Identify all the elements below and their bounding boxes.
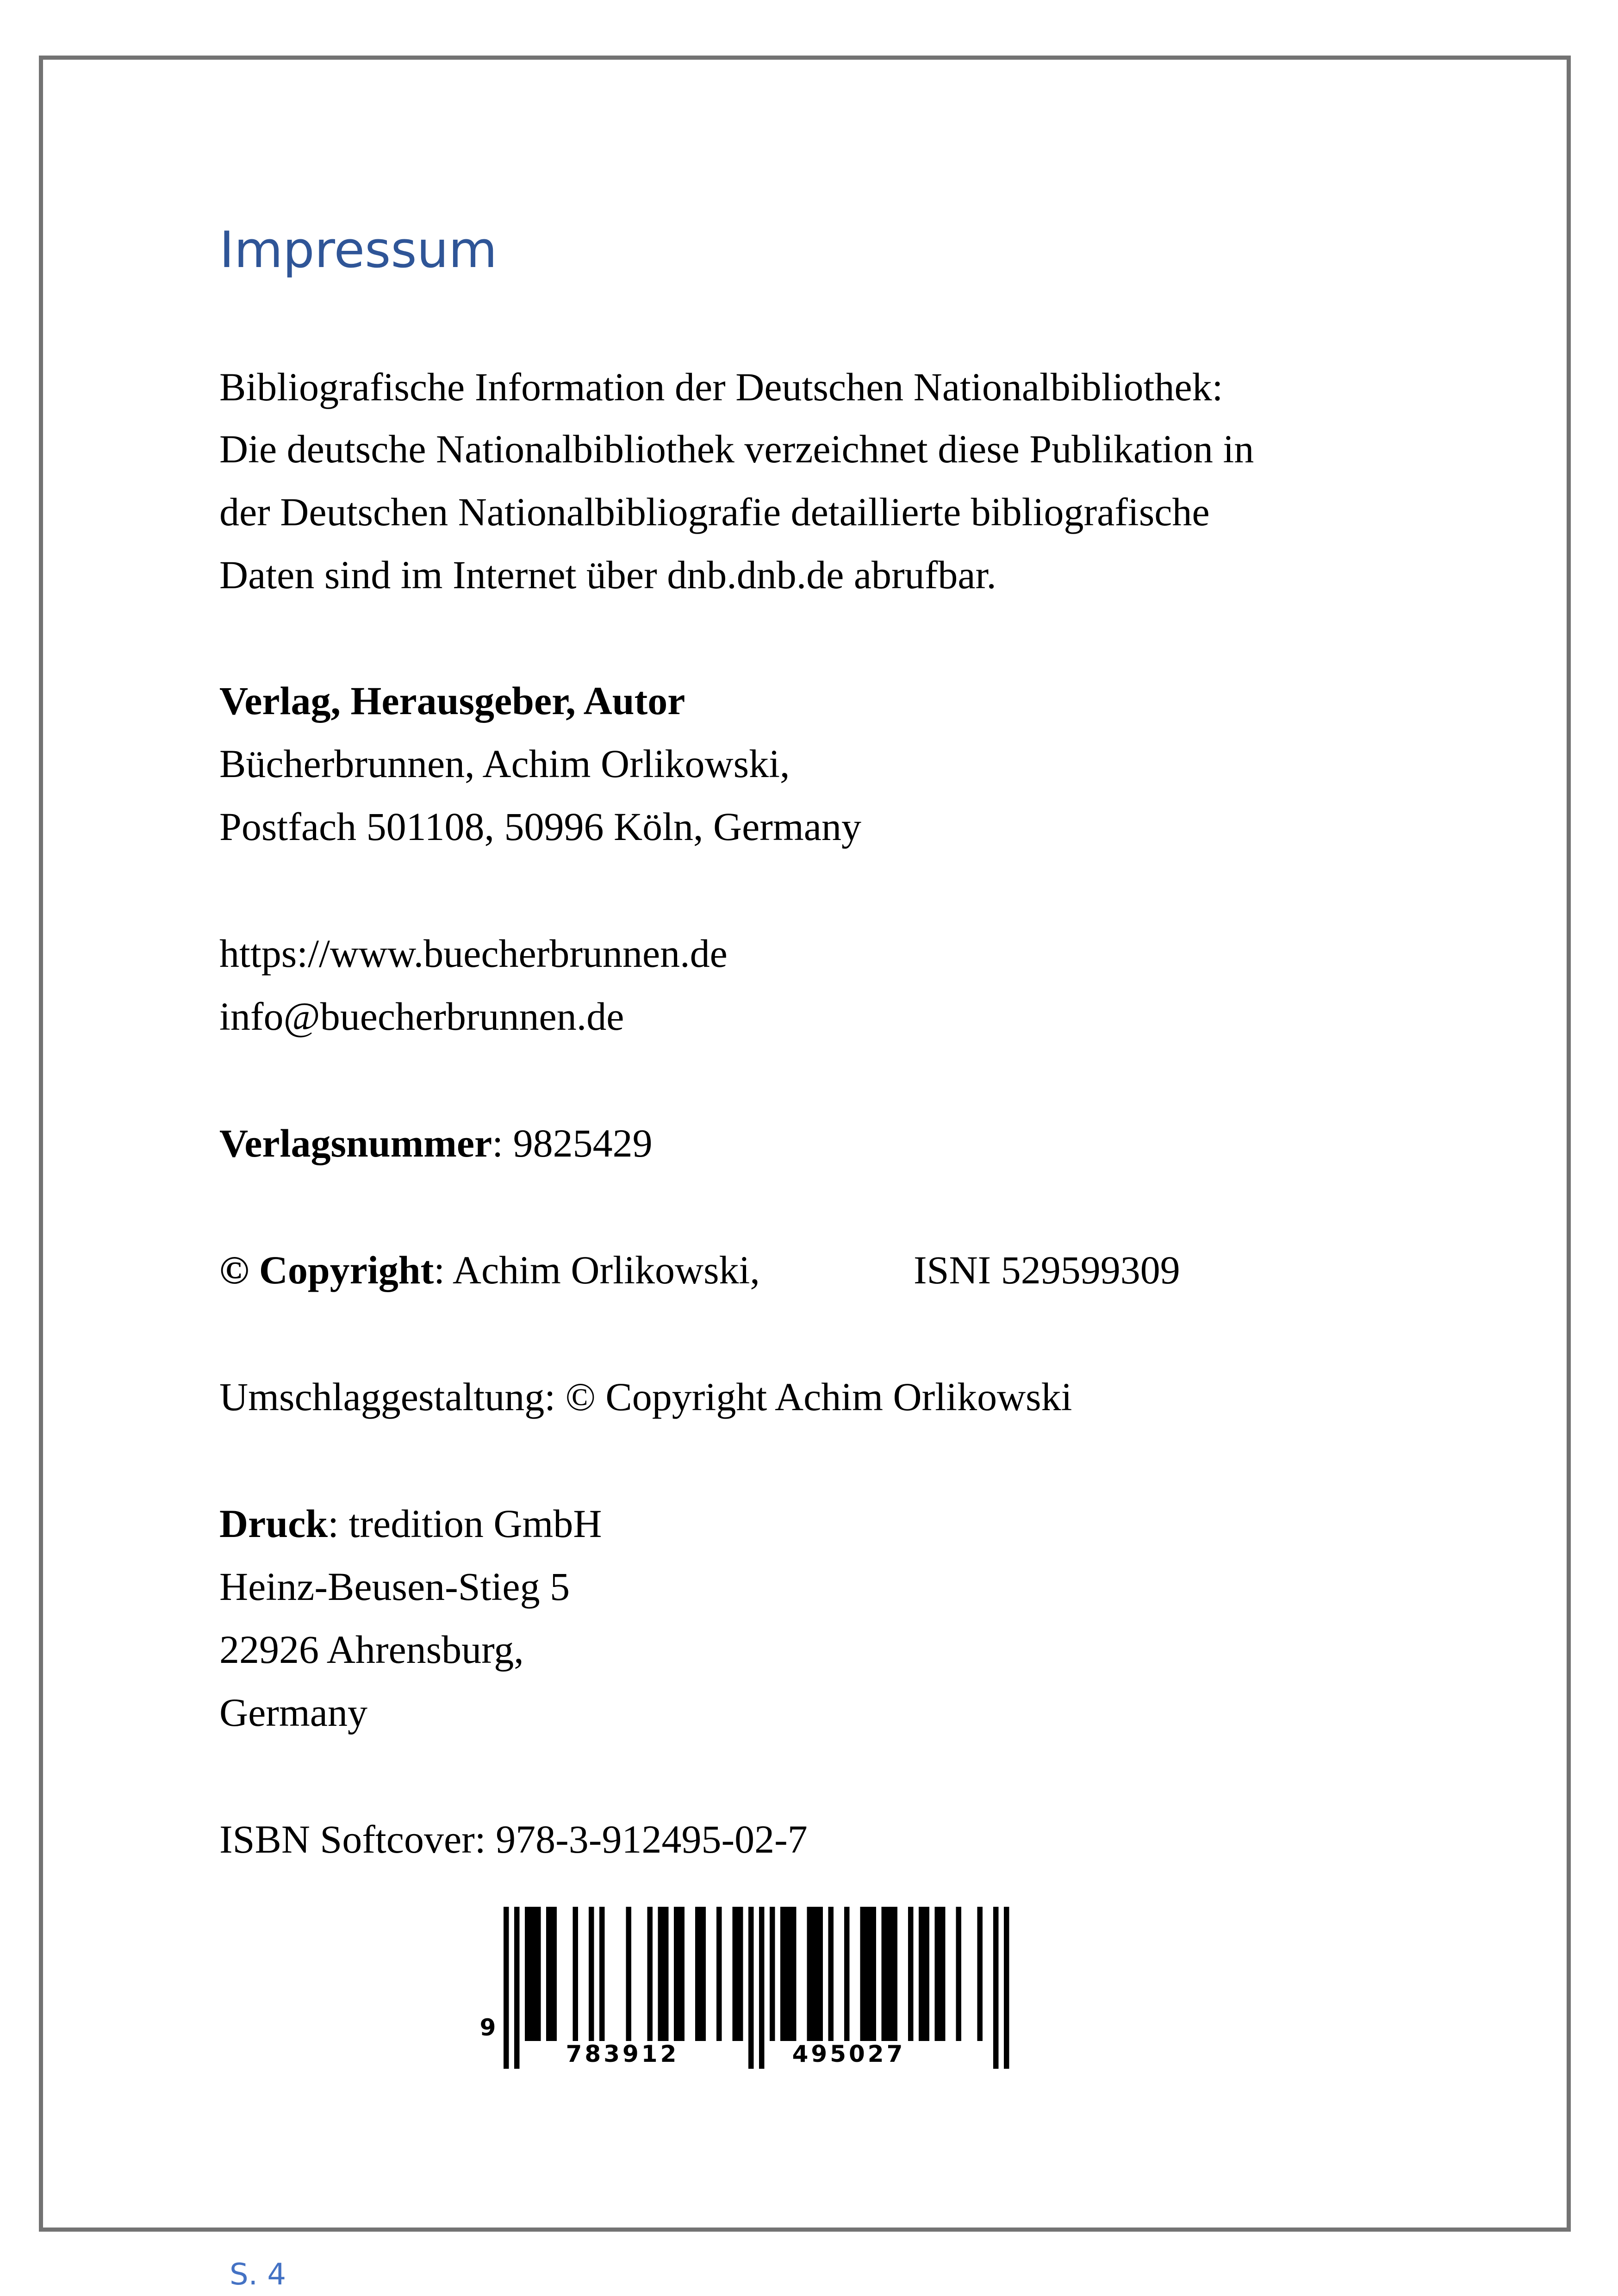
barcode-bar <box>599 1907 605 2041</box>
isni-number: ISNI 529599309 <box>914 1248 1180 1292</box>
page-title: Impressum <box>219 221 498 279</box>
cover-design-line: Umschlaggestaltung: © Copyright Achim Orlikowski <box>219 1375 1072 1419</box>
copyright-value: : Achim Orlikowski, <box>434 1248 760 1292</box>
barcode-left-digits: 783912 <box>566 2041 679 2067</box>
bib-info-line-1: Bibliografische Information der Deutschen Nationalbibliothek: <box>219 365 1223 409</box>
barcode-bar <box>887 1907 892 2041</box>
druck-address-line-2: 22926 Ahrensburg, <box>219 1627 524 1672</box>
barcode-bar <box>525 1907 530 2041</box>
barcode-bar <box>892 1907 898 2041</box>
barcode-bar <box>695 1907 701 2041</box>
isbn-barcode <box>478 1907 1025 2069</box>
barcode-bar <box>860 1907 866 2041</box>
barcode-bar <box>791 1907 797 2041</box>
email-address: info@buecherbrunnen.de <box>219 994 624 1039</box>
verlagsnummer-value: : 9825429 <box>492 1121 653 1165</box>
barcode-bar <box>993 1907 999 2069</box>
barcode-bar <box>818 1907 823 2041</box>
website-url: https://www.buecherbrunnen.de <box>219 931 728 976</box>
barcode-right-digits: 495027 <box>792 2041 906 2067</box>
druck-address-line-3: Germany <box>219 1690 367 1735</box>
copyright-line <box>219 1247 760 1293</box>
barcode-bar <box>1004 1907 1009 2069</box>
barcode-bar <box>919 1907 924 2041</box>
barcode-bar <box>812 1907 818 2041</box>
bib-info-line-2: Die deutsche Nationalbibliothek verzeichnet diese Publikation in <box>219 427 1254 471</box>
barcode-bar <box>647 1907 653 2041</box>
barcode-bar <box>504 1907 509 2069</box>
barcode-bar <box>940 1907 946 2041</box>
barcode-bar <box>871 1907 877 2041</box>
barcode-bar <box>770 1907 775 2041</box>
barcode-bar <box>701 1907 706 2041</box>
barcode-bar <box>530 1907 536 2041</box>
druck-value: : tredition GmbH <box>328 1501 602 1546</box>
barcode-bar <box>535 1907 541 2041</box>
barcode-bar <box>780 1907 786 2041</box>
druck-line <box>219 1500 602 1547</box>
barcode-bar <box>865 1907 871 2041</box>
barcode-bar <box>626 1907 632 2041</box>
publisher-label: Verlag, Herausgeber, Autor <box>219 678 685 723</box>
barcode-bar <box>828 1907 834 2041</box>
druck-label: Druck <box>219 1501 328 1546</box>
barcode-bar <box>956 1907 962 2041</box>
barcode-bar <box>679 1907 685 2041</box>
barcode-bar <box>748 1907 754 2069</box>
barcode-bar <box>882 1907 887 2041</box>
barcode-bar <box>977 1907 983 2041</box>
barcode-bar <box>546 1907 552 2041</box>
barcode-bar <box>674 1907 679 2041</box>
barcode-bar <box>658 1907 664 2041</box>
bib-info-line-3: der Deutschen Nationalbibliografie detaillierte bibliografische <box>219 490 1210 534</box>
barcode-bar <box>573 1907 579 2041</box>
barcode-bar <box>733 1907 738 2041</box>
barcode-bar <box>908 1907 914 2041</box>
barcode-bar <box>738 1907 743 2041</box>
barcode-bar <box>786 1907 791 2041</box>
isbn-line: ISBN Softcover: 978-3-912495-02-7 <box>219 1817 808 1861</box>
druck-address-line-1: Heinz-Beusen-Stieg 5 <box>219 1564 570 1609</box>
barcode-bar <box>844 1907 850 2041</box>
page-number: S. 4 <box>230 2258 286 2292</box>
verlagsnummer-label: Verlagsnummer <box>219 1121 492 1165</box>
barcode-bar <box>924 1907 930 2041</box>
barcode-first-digit: 9 <box>479 2014 496 2041</box>
barcode-bar <box>759 1907 765 2069</box>
publisher-line-2: Postfach 501108, 50996 Köln, Germany <box>219 804 861 849</box>
barcode-bar <box>589 1907 594 2041</box>
barcode-bar <box>552 1907 557 2041</box>
copyright-label: © Copyright <box>219 1248 434 1292</box>
barcode-bar <box>663 1907 669 2041</box>
barcode-bar <box>935 1907 940 2041</box>
barcode-bar <box>807 1907 813 2041</box>
publisher-line-1: Bücherbrunnen, Achim Orlikowski, <box>219 741 790 786</box>
barcode-bar <box>514 1907 520 2069</box>
verlagsnummer-line <box>219 1120 653 1166</box>
barcode-bar <box>716 1907 722 2041</box>
bib-info-line-4: Daten sind im Internet über dnb.dnb.de abrufbar. <box>219 553 996 597</box>
